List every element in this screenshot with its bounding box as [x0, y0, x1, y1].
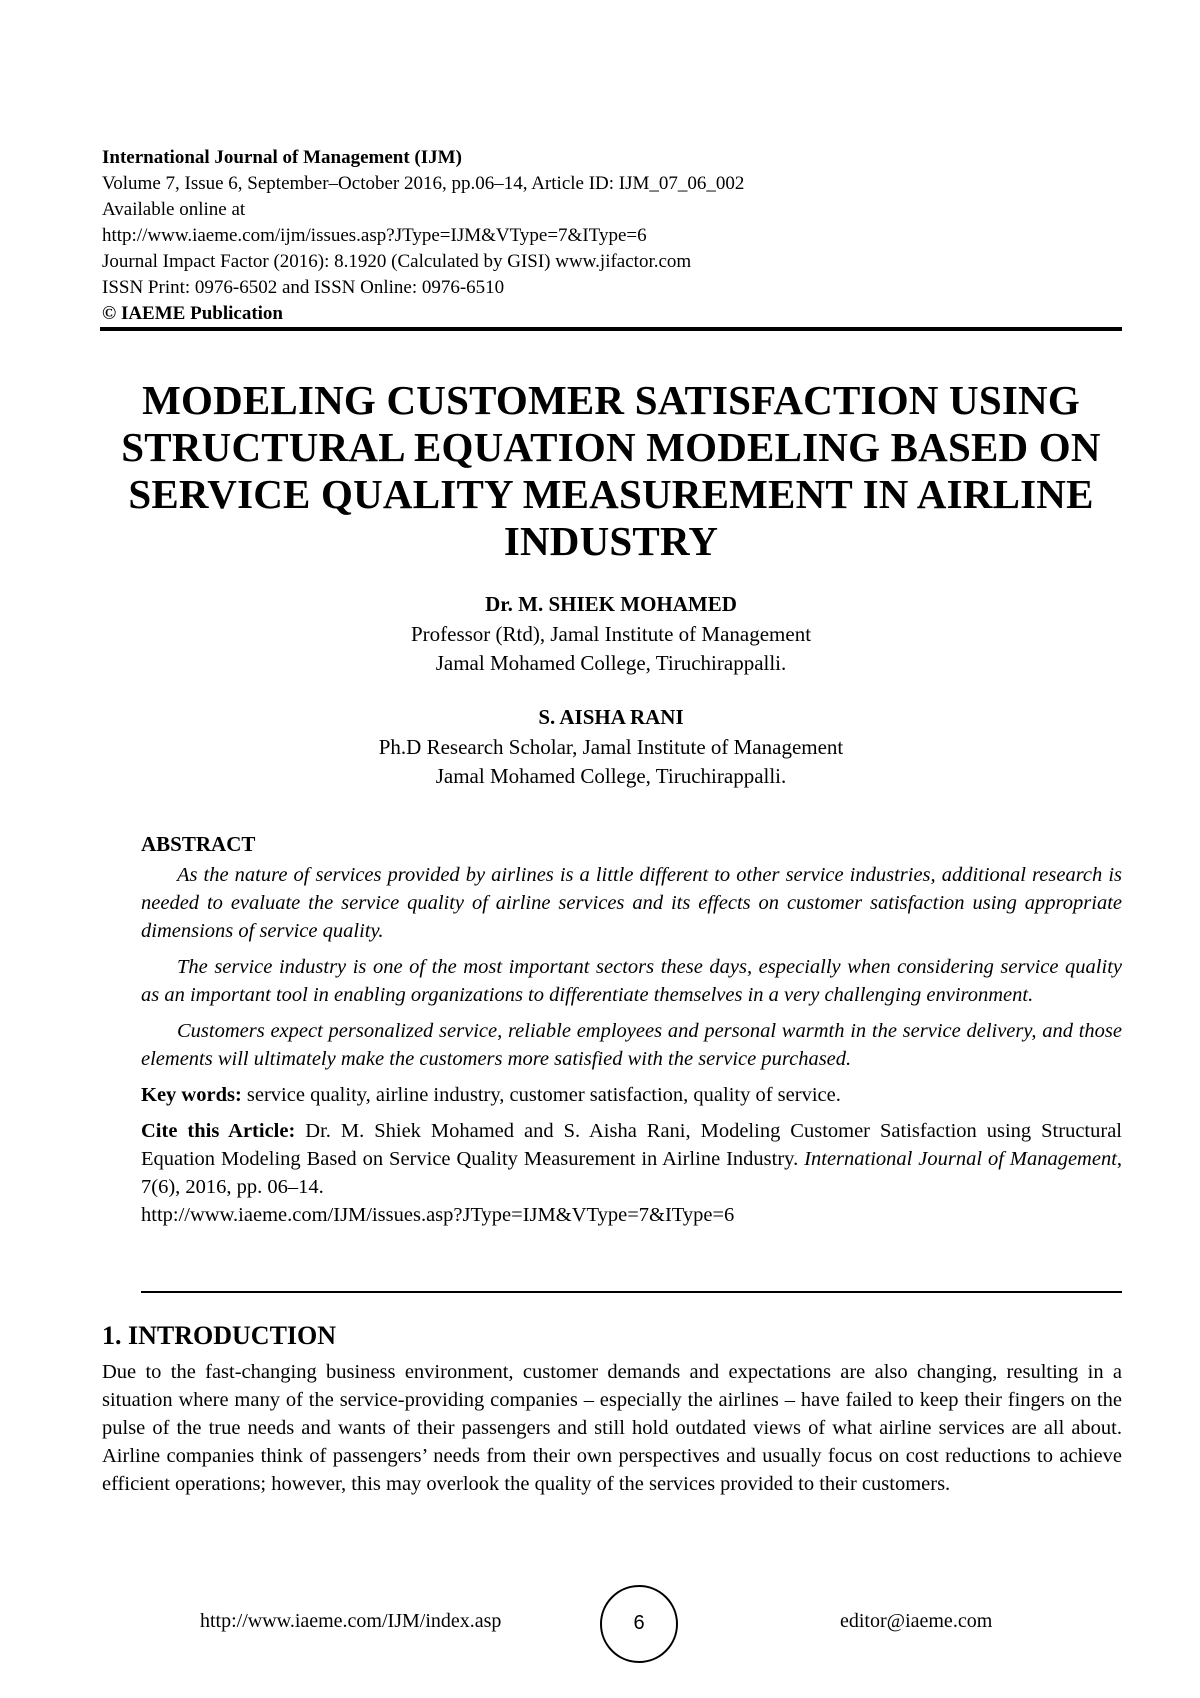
issn: ISSN Print: 0976-6502 and ISSN Online: 0976-6510: [102, 277, 505, 298]
author-name: Dr. M. SHIEK MOHAMED: [485, 592, 737, 616]
footer-email[interactable]: editor@iaeme.com: [840, 1610, 993, 1632]
keywords: [141, 1081, 1122, 1109]
cite-text: Dr. M. Shiek Mohamed and S. Aisha Rani, Modeling Customer Satisfaction using Structural Equation Modeling Based on Service Quality Measurement in Airline Industry.: [141, 1120, 1122, 1170]
abstract-divider: [141, 1291, 1122, 1293]
cite-url[interactable]: http://www.iaeme.com/IJM/issues.asp?JType=IJM&VType=7&IType=6: [141, 1204, 735, 1226]
title-line: SERVICE QUALITY MEASUREMENT IN AIRLINE: [128, 471, 1094, 517]
cite-details: , 7(6), 2016, pp. 06–14.: [141, 1148, 1123, 1198]
abstract-heading: ABSTRACT: [141, 832, 256, 856]
author-affiliation: Jamal Mohamed College, Tiruchirappalli.: [435, 764, 787, 788]
title-line: STRUCTURAL EQUATION MODELING BASED ON: [121, 424, 1101, 470]
abstract-paragraph: As the nature of services provided by airlines is a little different to other service industries, additional research is needed to evaluate the service quality of airline services and its effects on customer satisfaction using appropriate dimensions of service quality.: [141, 864, 1122, 942]
journal-url[interactable]: http://www.iaeme.com/ijm/issues.asp?JType=IJM&VType=7&IType=6: [102, 225, 647, 246]
keywords-text: service quality, airline industry, customer satisfaction, quality of service.: [246, 1084, 841, 1106]
abstract-paragraph: Customers expect personalized service, reliable employees and personal warmth in the service delivery, and those elements will ultimately make the customers more satisfied with the service purchased.: [141, 1020, 1122, 1070]
journal-volume: Volume 7, Issue 6, September–October 2016, pp.06–14, Article ID: IJM_07_06_002: [102, 173, 745, 194]
journal-name: International Journal of Management (IJM): [102, 147, 462, 168]
introduction-section: [102, 1320, 1122, 1498]
author-block-1: [100, 590, 1122, 678]
intro-paragraph: Due to the fast-changing business environment, customer demands and expectations are also changing, resulting in a situation where many of the service-providing companies – especially the airlines – have failed to keep their fingers on the pulse of the true needs and wants of their passengers and still hold outdated views of what airline services are all about. Airline companies think of passengers’ needs from their own perspectives and usually focus on cost reductions to achieve efficient operations; however, this may overlook the quality of the services provided to their customers.: [102, 1361, 1122, 1495]
intro-heading: 1. INTRODUCTION: [102, 1321, 337, 1350]
impact-factor: Journal Impact Factor (2016): 8.1920 (Calculated by GISI) www.jifactor.com: [102, 251, 692, 272]
author-block-2: [100, 703, 1122, 791]
page-number: 6: [600, 1585, 678, 1663]
abstract-section: [141, 830, 1122, 1237]
author-affiliation: Professor (Rtd), Jamal Institute of Management: [410, 622, 812, 646]
footer-url[interactable]: http://www.iaeme.com/IJM/index.asp: [200, 1610, 502, 1632]
author-name: S. AISHA RANI: [538, 705, 684, 729]
author-affiliation: Ph.D Research Scholar, Jamal Institute of Management: [378, 735, 844, 759]
author-affiliation: Jamal Mohamed College, Tiruchirappalli.: [435, 651, 787, 675]
title-line: MODELING CUSTOMER SATISFACTION USING: [142, 377, 1080, 423]
journal-header: [102, 145, 1122, 327]
citation: [141, 1117, 1122, 1229]
header-divider: [100, 327, 1122, 331]
cite-label: Cite this Article:: [141, 1120, 296, 1142]
title-line: INDUSTRY: [503, 518, 719, 564]
paper-title: [100, 377, 1122, 565]
abstract-paragraph: The service industry is one of the most important sectors these days, especially when considering service quality as an important tool in enabling organizations to differentiate themselves in a very challenging environment.: [141, 956, 1122, 1006]
publisher: © IAEME Publication: [102, 303, 283, 324]
available-online: Available online at: [102, 199, 246, 220]
keywords-label: Key words:: [141, 1084, 242, 1106]
cite-journal: International Journal of Management: [804, 1148, 1117, 1170]
